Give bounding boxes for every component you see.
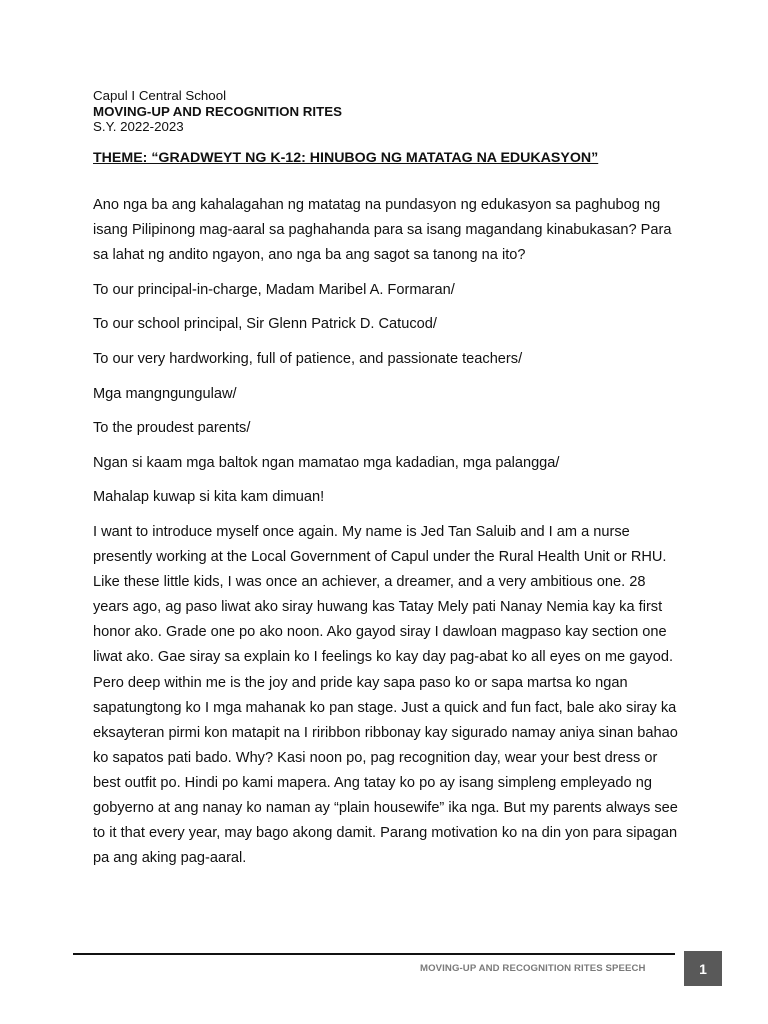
school-year: S.Y. 2022-2023 [93, 119, 184, 134]
paragraph-intro-question: Ano nga ba ang kahalagahan ng matatag na pundasyon ng edukasyon sa paghubog ng isang Pilipinong mag-aaral sa paghahanda para sa isang magandang kinabukasan? Para sa lahat ng andito ngayon, ano nga ba ang sagot sa tanong na ito? [93, 197, 672, 264]
paragraph-salutation-principal-in-charge: To our principal-in-charge, Madam Maribel A. Formaran/ [93, 281, 455, 298]
paragraph-salutation-guests: Mga mangngungulaw/ [93, 385, 237, 402]
paragraph-greeting: Mahalap kuwap si kita kam dimuan! [93, 489, 325, 506]
footer-divider [73, 953, 675, 955]
paragraph-salutation-teachers: To our very hardworking, full of patience, and passionate teachers/ [93, 350, 523, 367]
speech-body [93, 193, 679, 881]
event-title: MOVING-UP AND RECOGNITION RITES [93, 103, 342, 119]
footer-title: MOVING-UP AND RECOGNITION RITES SPEECH [420, 963, 646, 974]
paragraph-salutation-students: Ngan si kaam mga baltok ngan mamatao mga kadadian, mga palangga/ [93, 454, 560, 471]
paragraph-salutation-parents: To the proudest parents/ [93, 420, 251, 437]
speech-theme: THEME: “GRADWEYT NG K-12: HINUBOG NG MATATAG NA EDUKASYON” [93, 150, 599, 166]
paragraph-salutation-school-principal: To our school principal, Sir Glenn Patrick D. Catucod/ [93, 316, 437, 333]
school-name: Capul I Central School [93, 88, 227, 103]
page-number-badge: 1 [684, 951, 722, 986]
document-header [93, 88, 693, 135]
paragraph-introduction: I want to introduce myself once again. My name is Jed Tan Saluib and I am a nurse presently working at the Local Government of Capul under the Rural Health Unit or RHU. Like these little kids, I was once an achiever, a dreamer, and a very ambitious one. 28 years ago, ag paso liwat ako siray huwang kas Tatay Mely pati Nanay Nemia kay ka first honor ako. Grade one po ako noon. Ako gayod siray I dawloan magpaso kay section one liwat ako. Gae siray sa explain ko I feelings ko kay day pag-abat ko all eyes on me gayod. Pero deep within me is the joy and pride kay sapa paso ko or sapa martsa ko ngan sapatungtong ko I mga mahanak ko pan stage. Just a quick and fun fact, bale ako siray ka eksayteran pirmi kon matapit na I riribbon ribbonay kay sigurado namay aniya sinan bahao ko sapatos pati bado. Why? Kasi noon po, pag recognition day, wear your best dress or best outfit po. Hindi po kami mapera. Ang tatay ko po ay isang simpleng empleyado ng gobyerno at ang nanay ko naman ay “plain housewife” ika nga. But my parents always see to it that every year, may bago akong damit. Parang motivation ko na din yon para sipagan pa ang aking pag-aaral. [93, 523, 678, 867]
